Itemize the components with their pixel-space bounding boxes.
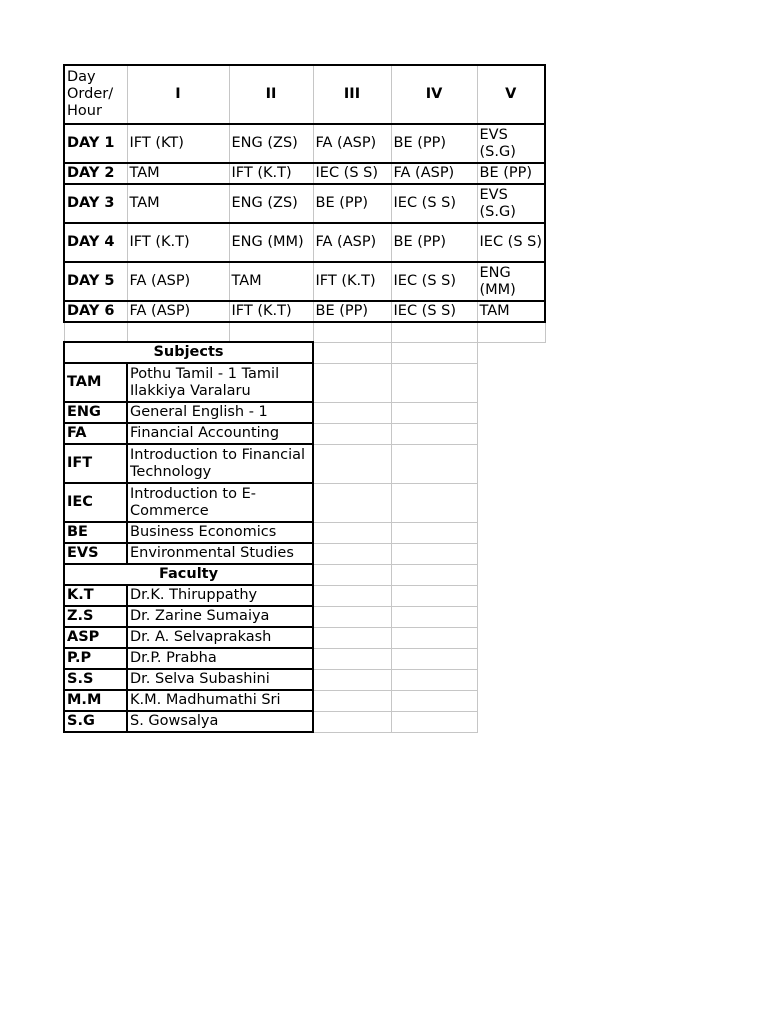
empty-cell [391, 363, 477, 402]
empty-cell [313, 363, 391, 402]
subject-row [64, 522, 545, 543]
timetable-cell: FA (ASP) [127, 262, 229, 301]
empty-cell [313, 483, 391, 522]
timetable-cell: TAM [127, 184, 229, 223]
timetable-cell: IEC (S S) [391, 184, 477, 223]
empty-cell [391, 483, 477, 522]
timetable-cell: IEC (S S) [477, 223, 545, 262]
timetable-cell: IEC (S S) [391, 301, 477, 322]
timetable-cell: FA (ASP) [313, 223, 391, 262]
empty-cell [127, 322, 229, 342]
empty-cell [391, 711, 477, 732]
empty-cell [391, 522, 477, 543]
timetable-cell: BE (PP) [391, 223, 477, 262]
faculty-code: ASP [64, 627, 127, 648]
timetable-header-row [64, 65, 545, 124]
empty-cell [313, 648, 391, 669]
timetable-cell: ENG (MM) [477, 262, 545, 301]
faculty-heading: Faculty [64, 564, 313, 585]
day-label: DAY 1 [64, 124, 127, 163]
timetable-cell: BE (PP) [391, 124, 477, 163]
timetable-cell: TAM [477, 301, 545, 322]
faculty-row [64, 627, 545, 648]
faculty-row [64, 669, 545, 690]
timetable-cell: ENG (ZS) [229, 184, 313, 223]
empty-cell [229, 322, 313, 342]
faculty-row [64, 648, 545, 669]
subject-name: Introduction to E-Commerce [127, 483, 313, 522]
faculty-name: S. Gowsalya [127, 711, 313, 732]
timetable-cell: TAM [229, 262, 313, 301]
day-label: DAY 5 [64, 262, 127, 301]
timetable-cell: IFT (KT) [127, 124, 229, 163]
timetable-sheet [63, 64, 546, 733]
day-label: DAY 6 [64, 301, 127, 322]
subject-name: General English - 1 [127, 402, 313, 423]
subjects-heading: Subjects [64, 342, 313, 363]
empty-cell [313, 585, 391, 606]
subject-code: TAM [64, 363, 127, 402]
timetable-cell: BE (PP) [313, 184, 391, 223]
faculty-code: Z.S [64, 606, 127, 627]
timetable-row-day-4 [64, 223, 545, 262]
faculty-row [64, 585, 545, 606]
faculty-name: Dr. A. Selvaprakash [127, 627, 313, 648]
subjects-heading-row [64, 342, 545, 363]
subject-code: FA [64, 423, 127, 444]
subject-row [64, 543, 545, 564]
hour-header-4: IV [391, 65, 477, 124]
empty-cell [313, 690, 391, 711]
empty-cell [313, 627, 391, 648]
empty-cell [477, 322, 545, 342]
faculty-row [64, 711, 545, 732]
subject-code: EVS [64, 543, 127, 564]
spacer-row [64, 322, 545, 342]
empty-cell [313, 402, 391, 423]
subject-row [64, 423, 545, 444]
timetable-cell: FA (ASP) [391, 163, 477, 184]
faculty-row [64, 690, 545, 711]
empty-cell [64, 322, 127, 342]
empty-cell [313, 444, 391, 483]
day-label: DAY 4 [64, 223, 127, 262]
faculty-code: S.G [64, 711, 127, 732]
empty-cell [313, 711, 391, 732]
timetable-row-day-1 [64, 124, 545, 163]
hour-header-3: III [313, 65, 391, 124]
timetable-row-day-3 [64, 184, 545, 223]
timetable-cell: IEC (S S) [313, 163, 391, 184]
subject-code: ENG [64, 402, 127, 423]
faculty-name: Dr.P. Prabha [127, 648, 313, 669]
timetable-cell: IFT (K.T) [229, 163, 313, 184]
subject-name: Financial Accounting [127, 423, 313, 444]
day-order-header: Day Order/ Hour [64, 65, 127, 124]
empty-cell [391, 342, 477, 363]
empty-cell [391, 444, 477, 483]
empty-cell [313, 423, 391, 444]
empty-cell [313, 322, 391, 342]
subject-row [64, 444, 545, 483]
empty-cell [313, 669, 391, 690]
subject-name: Introduction to Financial Technology [127, 444, 313, 483]
subject-row [64, 483, 545, 522]
subject-name: Pothu Tamil - 1 Tamil Ilakkiya Varalaru [127, 363, 313, 402]
timetable-cell: FA (ASP) [127, 301, 229, 322]
empty-cell [391, 423, 477, 444]
subject-code: BE [64, 522, 127, 543]
timetable-cell: FA (ASP) [313, 124, 391, 163]
timetable-cell: IEC (S S) [391, 262, 477, 301]
timetable-cell: EVS (S.G) [477, 124, 545, 163]
empty-cell [313, 606, 391, 627]
faculty-code: P.P [64, 648, 127, 669]
subject-name: Environmental Studies [127, 543, 313, 564]
empty-cell [313, 522, 391, 543]
subject-code: IFT [64, 444, 127, 483]
subject-code: IEC [64, 483, 127, 522]
faculty-name: Dr. Selva Subashini [127, 669, 313, 690]
timetable-row-day-6 [64, 301, 545, 322]
empty-cell [391, 669, 477, 690]
empty-cell [391, 606, 477, 627]
timetable-row-day-5 [64, 262, 545, 301]
timetable-row-day-2 [64, 163, 545, 184]
timetable-cell: ENG (MM) [229, 223, 313, 262]
hour-header-2: II [229, 65, 313, 124]
faculty-code: M.M [64, 690, 127, 711]
faculty-code: S.S [64, 669, 127, 690]
faculty-heading-row [64, 564, 545, 585]
timetable-cell: IFT (K.T) [127, 223, 229, 262]
day-label: DAY 2 [64, 163, 127, 184]
empty-cell [313, 342, 391, 363]
empty-cell [391, 690, 477, 711]
empty-cell [391, 585, 477, 606]
hour-header-5: V [477, 65, 545, 124]
empty-cell [391, 322, 477, 342]
timetable-cell: EVS (S.G) [477, 184, 545, 223]
subject-row [64, 363, 545, 402]
timetable-cell: IFT (K.T) [313, 262, 391, 301]
timetable-cell: TAM [127, 163, 229, 184]
faculty-name: Dr. Zarine Sumaiya [127, 606, 313, 627]
timetable-cell: IFT (K.T) [229, 301, 313, 322]
empty-cell [391, 648, 477, 669]
timetable-cell: BE (PP) [477, 163, 545, 184]
timetable-cell: BE (PP) [313, 301, 391, 322]
subject-row [64, 402, 545, 423]
faculty-code: K.T [64, 585, 127, 606]
empty-cell [313, 543, 391, 564]
empty-cell [391, 564, 477, 585]
timetable-cell: ENG (ZS) [229, 124, 313, 163]
faculty-name: K.M. Madhumathi Sri [127, 690, 313, 711]
faculty-name: Dr.K. Thiruppathy [127, 585, 313, 606]
faculty-row [64, 606, 545, 627]
empty-cell [313, 564, 391, 585]
subject-name: Business Economics [127, 522, 313, 543]
empty-cell [391, 543, 477, 564]
empty-cell [391, 627, 477, 648]
hour-header-1: I [127, 65, 229, 124]
empty-cell [391, 402, 477, 423]
day-label: DAY 3 [64, 184, 127, 223]
